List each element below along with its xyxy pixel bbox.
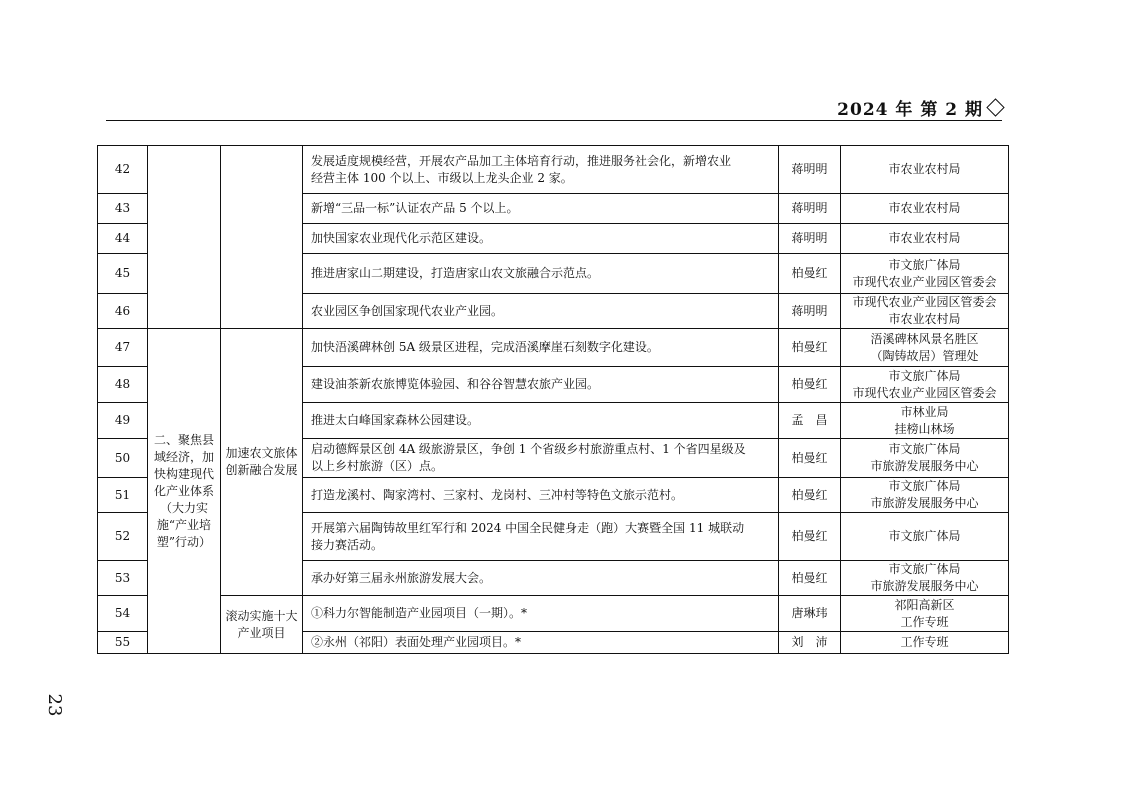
lead-official: 柏曼红 <box>779 478 841 513</box>
department-line: 市文旅广体局 <box>888 562 961 576</box>
lead-official: 唐琳玮 <box>779 596 841 632</box>
task-description <box>303 294 779 329</box>
department-line: 市旅游发展服务中心 <box>870 579 979 593</box>
subcategory-cell: 滚动实施十大产业项目 <box>221 596 303 654</box>
department-line: 市农业农村局 <box>888 231 961 245</box>
subcategory-cell: 加速农文旅体创新融合发展 <box>221 329 303 596</box>
issue-header <box>0 95 1002 120</box>
row-number: 44 <box>98 224 148 254</box>
lead-official: 蒋明明 <box>779 294 841 329</box>
responsible-department <box>841 632 1009 654</box>
task-line: 以上乡村旅游（区）点。 <box>311 459 444 473</box>
row-number: 42 <box>98 146 148 194</box>
row-number: 55 <box>98 632 148 654</box>
department-line: 浯溪碑林风景名胜区 <box>870 331 979 346</box>
department-line: 市文旅广体局 <box>888 529 961 543</box>
task-description <box>303 329 779 367</box>
task-line: 接力赛活动。 <box>311 537 384 552</box>
department-line: 市文旅广体局 <box>888 257 961 272</box>
task-line: 启动德辉景区创 4A 级旅游景区，争创 1 个省级乡村旅游重点村、1 个省四星级及 <box>311 442 746 456</box>
row-number: 49 <box>98 403 148 439</box>
header-rule <box>106 120 1002 121</box>
task-line: 农业园区争创国家现代农业产业园。 <box>311 303 504 318</box>
task-line: 打造龙溪村、陶家湾村、三家村、龙岗村、三冲村等特色文旅示范村。 <box>311 487 684 502</box>
table-row <box>98 329 1009 367</box>
lead-official: 柏曼红 <box>779 513 841 561</box>
lead-official: 蒋明明 <box>779 146 841 194</box>
category-cell-empty <box>148 146 221 329</box>
department-line: 挂榜山林场 <box>894 421 955 436</box>
task-line: 经营主体 100 个以上、市级以上龙头企业 2 家。 <box>311 170 573 185</box>
department-line: 工作专班 <box>900 614 949 629</box>
task-description <box>303 403 779 439</box>
task-line: 开展第六届陶铸故里红军行和 2024 中国全民健身走（跑）大赛暨全国 11 城联动 <box>311 520 745 535</box>
department-line: 祁阳高新区 <box>894 597 955 612</box>
row-number: 50 <box>98 439 148 478</box>
responsible-department <box>841 478 1009 513</box>
task-line: 新增“三品一标”认证农产品 5 个以上。 <box>311 201 519 215</box>
issue-label: 2024 年 第 2 期 <box>837 100 983 120</box>
responsible-department <box>841 561 1009 596</box>
task-line: 加快浯溪碑林创 5A 级景区进程，完成浯溪摩崖石刻数字化建设。 <box>311 340 659 354</box>
department-line: 市农业农村局 <box>888 201 961 215</box>
task-description <box>303 254 779 294</box>
department-line: 市文旅广体局 <box>888 479 961 493</box>
responsible-department <box>841 254 1009 294</box>
department-line: 市旅游发展服务中心 <box>870 496 979 510</box>
row-number: 45 <box>98 254 148 294</box>
task-line: 建设油茶新农旅博览体验园、和谷谷智慧农旅产业园。 <box>311 377 600 391</box>
department-line: 市现代农业产业园区管委会 <box>852 295 997 309</box>
lead-official: 柏曼红 <box>779 367 841 403</box>
task-line: ①科力尔智能制造产业园项目（一期）。* <box>311 606 528 620</box>
task-description <box>303 632 779 654</box>
row-number: 47 <box>98 329 148 367</box>
task-line: 发展适度规模经营，开展农产品加工主体培育行动，推进服务社会化，新增农业 <box>311 153 732 168</box>
lead-official: 刘 沛 <box>779 632 841 654</box>
responsible-department <box>841 146 1009 194</box>
lead-official: 蒋明明 <box>779 194 841 224</box>
task-line: 加快国家农业现代化示范区建设。 <box>311 231 492 245</box>
lead-official: 蒋明明 <box>779 224 841 254</box>
table-row <box>98 596 1009 632</box>
table-row <box>98 146 1009 194</box>
responsible-department <box>841 367 1009 403</box>
responsible-department <box>841 513 1009 561</box>
task-description <box>303 224 779 254</box>
subcategory-cell-empty <box>221 146 303 329</box>
department-line: 工作专班 <box>900 635 949 649</box>
row-number: 43 <box>98 194 148 224</box>
task-line: 推进唐家山二期建设，打造唐家山农文旅融合示范点。 <box>311 266 600 280</box>
task-description <box>303 146 779 194</box>
row-number: 53 <box>98 561 148 596</box>
responsible-department <box>841 403 1009 439</box>
lead-official: 柏曼红 <box>779 254 841 294</box>
responsible-department <box>841 439 1009 478</box>
responsible-department <box>841 329 1009 367</box>
task-line: 推进太白峰国家森林公园建设。 <box>311 413 480 427</box>
responsible-department <box>841 224 1009 254</box>
department-line: 市农业农村局 <box>888 162 961 176</box>
lead-official: 柏曼红 <box>779 561 841 596</box>
category-cell: 二、聚焦县域经济，加快构建现代化产业体系（大力实施“产业培塑”行动） <box>148 329 221 654</box>
lead-official: 孟 昌 <box>779 403 841 439</box>
lead-official: 柏曼红 <box>779 329 841 367</box>
row-number: 48 <box>98 367 148 403</box>
responsible-department <box>841 596 1009 632</box>
task-description <box>303 478 779 513</box>
department-line: 市现代农业产业园区管委会 <box>852 385 997 400</box>
responsible-department <box>841 294 1009 329</box>
task-description <box>303 367 779 403</box>
row-number: 52 <box>98 513 148 561</box>
task-description <box>303 596 779 632</box>
lead-official: 柏曼红 <box>779 439 841 478</box>
task-table <box>97 145 1009 654</box>
task-description <box>303 513 779 561</box>
responsible-department <box>841 194 1009 224</box>
row-number: 46 <box>98 294 148 329</box>
department-line: （陶铸故居）管理处 <box>870 348 979 363</box>
department-line: 市文旅广体局 <box>888 442 961 456</box>
department-line: 市林业局 <box>900 404 949 419</box>
task-description <box>303 194 779 224</box>
task-description <box>303 561 779 596</box>
page-number: 23 <box>44 693 66 717</box>
row-number: 51 <box>98 478 148 513</box>
diamond-icon <box>986 98 1004 116</box>
department-line: 市农业农村局 <box>888 312 961 326</box>
department-line: 市现代农业产业园区管委会 <box>852 274 997 289</box>
department-line: 市文旅广体局 <box>888 368 961 383</box>
task-line: 承办好第三届永州旅游发展大会。 <box>311 570 492 585</box>
task-description <box>303 439 779 478</box>
department-line: 市旅游发展服务中心 <box>870 459 979 473</box>
row-number: 54 <box>98 596 148 632</box>
task-line: ②永州（祁阳）表面处理产业园项目。* <box>311 635 522 649</box>
